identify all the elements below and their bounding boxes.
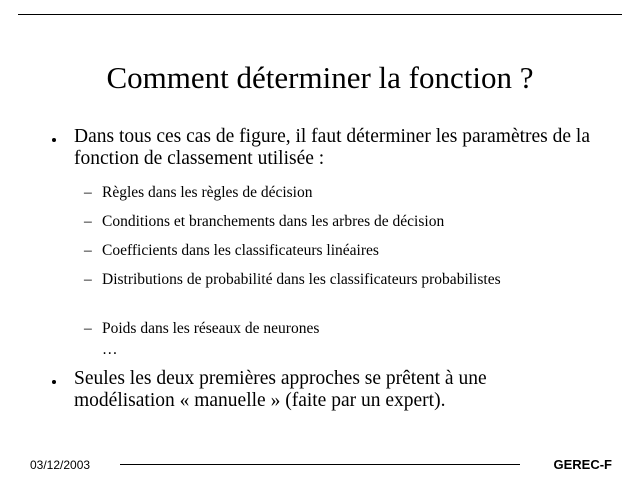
footer-organization: GEREC-F (553, 457, 612, 472)
bullet-marker-2 (52, 380, 56, 384)
sub-item-4: Distributions de probabilité dans les classificateurs probabilistes (102, 271, 501, 288)
sub-item-2: Conditions et branchements dans les arbres de décision (102, 213, 445, 230)
footer-divider (120, 464, 520, 465)
sub-item-5: Poids dans les réseaux de neurones (102, 320, 320, 337)
bullet-2-text: Seules les deux premières approches se prêtent à une modélisation « manuelle » (faite par un expert). (74, 368, 487, 411)
bullet-1-text: Dans tous ces cas de figure, il faut déterminer les paramètres de la fonction de classement utilisée : (74, 126, 590, 169)
sub-item-1: Règles dans les règles de décision (102, 184, 313, 201)
sub-item-ellipsis: … (102, 341, 118, 358)
sub-item-dash: – (84, 320, 92, 337)
sub-item-dash: – (84, 242, 92, 259)
bullet-marker-1 (52, 138, 56, 142)
footer-date: 03/12/2003 (30, 458, 91, 472)
sub-item-dash: – (84, 213, 92, 230)
slide-title: Comment déterminer la fonction ? (106, 60, 534, 95)
top-divider (18, 14, 622, 15)
sub-item-dash: – (84, 184, 92, 201)
sub-item-dash: – (84, 271, 92, 288)
sub-item-3: Coefficients dans les classificateurs linéaires (102, 242, 379, 259)
